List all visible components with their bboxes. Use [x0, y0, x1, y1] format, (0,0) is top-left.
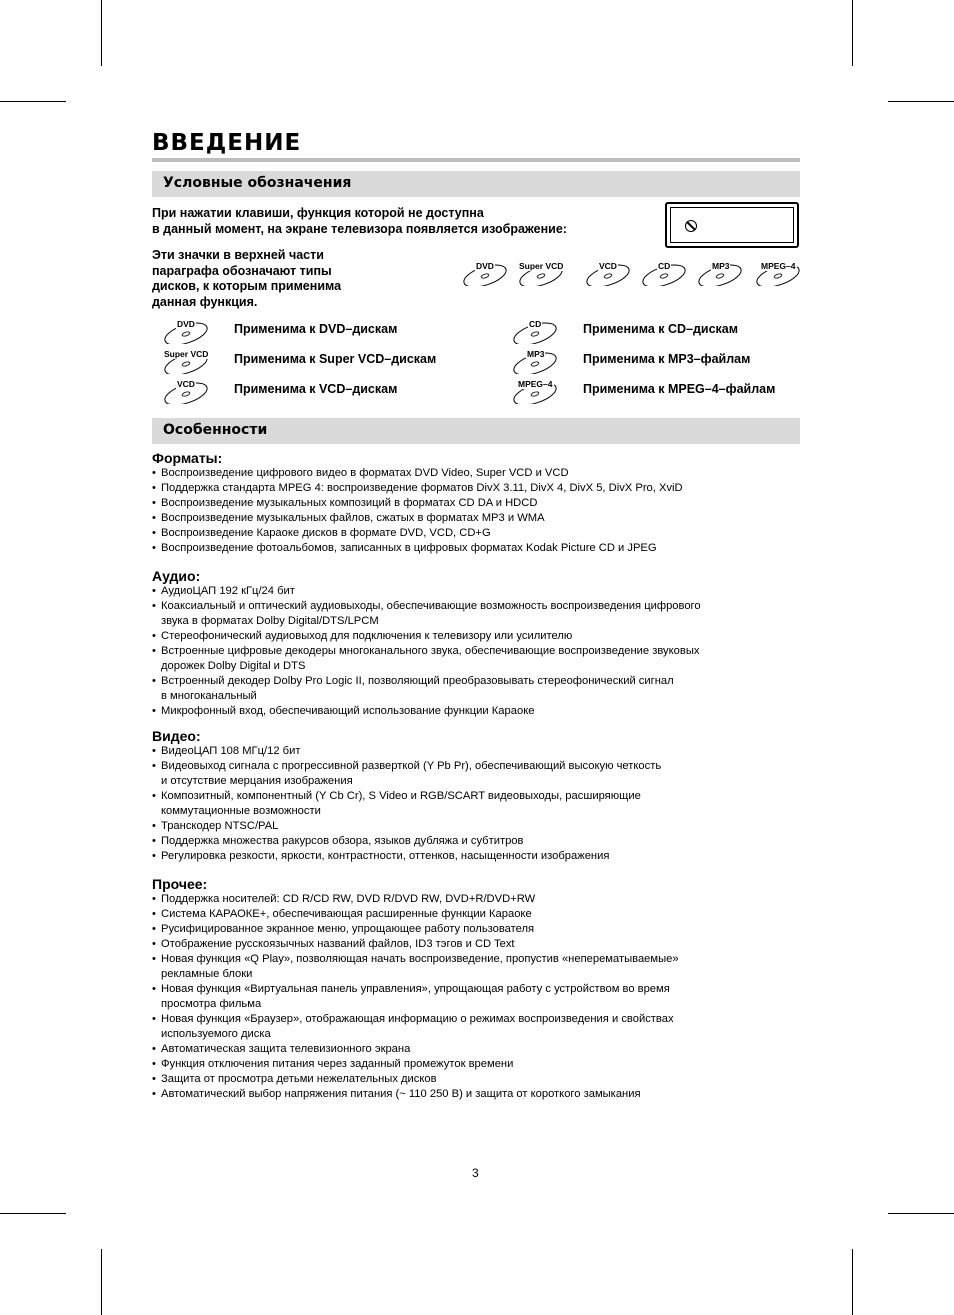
video-heading: Видео:	[152, 728, 201, 744]
bullet: •	[152, 585, 156, 597]
list-item	[152, 819, 792, 834]
legend-text: Применима к Super VCD–дискам	[234, 352, 437, 366]
bullet: •	[152, 467, 156, 479]
bullet: •	[152, 938, 156, 950]
disc-label: CD	[529, 319, 542, 329]
disc-icon	[585, 262, 631, 286]
list-item-text: Защита от просмотра детьми нежелательных дисков	[161, 1073, 437, 1085]
video-list	[152, 744, 792, 864]
disc-icon	[512, 350, 558, 374]
audio-heading: Аудио:	[152, 568, 201, 584]
list-item-text: Автоматическая защита телевизионного экрана	[161, 1043, 411, 1055]
disc-label: CD	[658, 261, 671, 271]
bullet: •	[152, 497, 156, 509]
list-item	[152, 1057, 792, 1072]
list-item	[152, 922, 792, 937]
list-item-text: Новая функция «Браузер», отображающая информацию о режимах воспроизведения и свойствах используемого диска	[161, 1013, 674, 1040]
page-title: ВВЕДЕНИЕ	[152, 130, 302, 156]
list-item-text: Воспроизведение фотоальбомов, записанных в цифровых форматах Kodak Picture CD и JPEG	[161, 542, 657, 554]
bullet: •	[152, 1013, 156, 1025]
title-rule	[152, 158, 800, 162]
list-item-text: Воспроизведение музыкальных композиций в форматах CD DA и HDCD	[161, 497, 538, 509]
list-item	[152, 744, 792, 759]
list-item	[152, 1087, 792, 1102]
list-item-text: АудиоЦАП 192 кГц/24 бит	[161, 585, 295, 597]
list-item	[152, 1042, 792, 1057]
list-item	[152, 952, 792, 982]
list-item	[152, 674, 792, 704]
crop-mark	[852, 1249, 853, 1315]
disc-icon	[518, 262, 564, 286]
bullet: •	[152, 705, 156, 717]
list-item-text: Автоматический выбор напряжения питания (~ 110 250 В) и защита от короткого замыкания	[161, 1088, 641, 1100]
list-item-text: Поддержка носителей: CD R/CD RW, DVD R/DVD RW, DVD+R/DVD+RW	[161, 893, 536, 905]
list-item	[152, 1072, 792, 1087]
list-item-text: Функция отключения питания через заданный промежуток времени	[161, 1058, 514, 1070]
tv-screen-inner	[670, 207, 794, 243]
list-item	[152, 644, 792, 674]
disc-label: DVD	[476, 261, 494, 271]
list-item-text: Система КАРАОКЕ+, обеспечивающая расширенные функции Караоке	[161, 908, 532, 920]
legend-text: Применима к VCD–дискам	[234, 382, 398, 396]
bullet: •	[152, 1073, 156, 1085]
list-item	[152, 759, 792, 789]
list-item-text: Встроенные цифровые декодеры многоканального звука, обеспечивающие воспроизведение звуковых дорожек Dolby Digital и DTS	[161, 645, 700, 672]
bullet: •	[152, 923, 156, 935]
other-list	[152, 892, 792, 1102]
list-item-text: Композитный, компонентный (Y Cb Cr), S Video и RGB/SCART видеовыходы, расширяющие коммутационные возможности	[161, 790, 641, 817]
bullet: •	[152, 675, 156, 687]
list-item	[152, 849, 792, 864]
crop-mark	[888, 101, 954, 102]
disc-label: Super VCD	[519, 261, 564, 271]
list-item	[152, 541, 792, 556]
list-item	[152, 496, 792, 511]
bullet: •	[152, 512, 156, 524]
list-item-text: Регулировка резкости, яркости, контрастности, оттенков, насыщенности изображения	[161, 850, 610, 862]
disc-icon	[697, 262, 743, 286]
crop-mark	[101, 0, 102, 66]
list-item	[152, 526, 792, 541]
unavailable-description: При нажатии клавиши, функция которой не доступна в данный момент, на экране телевизора появляется изображение:	[152, 206, 567, 236]
crop-mark	[888, 1213, 954, 1214]
list-item	[152, 584, 792, 599]
list-item-text: Воспроизведение Караоке дисков в формате DVD, VCD, CD+G	[161, 527, 491, 539]
disc-label: MP3	[712, 261, 730, 271]
list-item	[152, 599, 792, 629]
disc-icon	[641, 262, 687, 286]
disc-icon	[512, 380, 558, 404]
list-item-text: Русифицированное экранное меню, упрощающее работу пользователя	[161, 923, 535, 935]
legend-text: Применима к DVD–дискам	[234, 322, 398, 336]
list-item-text: Встроенный декодер Dolby Pro Logic II, позволяющий преобразовывать стереофонический сигнал в многоканальный	[161, 675, 674, 702]
list-item-text: Новая функция «Виртуальная панель управления», упрощающая работу с устройством во время просмотра фильма	[161, 983, 670, 1010]
list-item-text: Новая функция «Q Play», позволяющая начать воспроизведение, пропустив «неперематываемые» рекламные блоки	[161, 953, 679, 980]
list-item-text: ВидеоЦАП 108 МГц/12 бит	[161, 745, 301, 757]
bullet: •	[152, 542, 156, 554]
disc-icon	[163, 320, 209, 344]
bullet: •	[152, 850, 156, 862]
bullet: •	[152, 835, 156, 847]
list-item-text: Коаксиальный и оптический аудиовыходы, обеспечивающие возможность воспроизведения цифрового звука в форматах Dolby Digital/DTS/LPCM	[161, 600, 701, 627]
disc-label: Super VCD	[164, 349, 209, 359]
icons-description: Эти значки в верхней части параграфа обозначают типы дисков, к которым применима данная функция.	[152, 248, 342, 309]
list-item-text: Стереофонический аудиовыход для подключения к телевизору или усилителю	[161, 630, 573, 642]
list-item	[152, 629, 792, 644]
bullet: •	[152, 760, 156, 772]
bullet: •	[152, 630, 156, 642]
legend-text: Применима к CD–дискам	[583, 322, 739, 336]
bullet: •	[152, 983, 156, 995]
bullet: •	[152, 527, 156, 539]
bullet: •	[152, 820, 156, 832]
audio-list	[152, 584, 792, 719]
tv-screen-illustration	[665, 202, 799, 248]
bullet: •	[152, 790, 156, 802]
list-item	[152, 789, 792, 819]
bullet: •	[152, 953, 156, 965]
list-item	[152, 834, 792, 849]
formats-list	[152, 466, 792, 556]
disc-icon	[462, 262, 508, 286]
disc-label: VCD	[599, 261, 617, 271]
bullet: •	[152, 1043, 156, 1055]
bullet: •	[152, 645, 156, 657]
bullet: •	[152, 1058, 156, 1070]
list-item	[152, 481, 792, 496]
list-item	[152, 466, 792, 481]
bullet: •	[152, 908, 156, 920]
list-item	[152, 892, 792, 907]
list-item-text: Транскодер NTSC/PAL	[161, 820, 279, 832]
bullet: •	[152, 893, 156, 905]
list-item	[152, 982, 792, 1012]
list-item-text: Микрофонный вход, обеспечивающий использование функции Караоке	[161, 705, 535, 717]
crop-mark	[852, 0, 853, 66]
disc-icon	[755, 262, 801, 286]
legend-text: Применима к MP3–файлам	[583, 352, 751, 366]
other-heading: Прочее:	[152, 876, 208, 892]
disc-label: VCD	[177, 379, 195, 389]
list-item-text: Поддержка стандарта MPEG 4: воспроизведение форматов DivX 3.11, DivX 4, DivX 5, DivX Pro, XviD	[161, 482, 683, 494]
section-title: Условные обозначения	[163, 175, 352, 191]
disc-label: DVD	[177, 319, 195, 329]
disc-icon	[163, 350, 209, 374]
list-item-text: Поддержка множества ракурсов обзора, языков дубляжа и субтитров	[161, 835, 524, 847]
list-item-text: Воспроизведение цифрового видео в форматах DVD Video, Super VCD и VCD	[161, 467, 569, 479]
disc-label: MPEG–4	[518, 379, 553, 389]
list-item	[152, 704, 792, 719]
formats-heading: Форматы:	[152, 450, 223, 466]
bullet: •	[152, 745, 156, 757]
crop-mark	[101, 1249, 102, 1315]
bullet: •	[152, 482, 156, 494]
section-header-symbols	[152, 171, 800, 197]
bullet: •	[152, 1088, 156, 1100]
disc-label: MPEG–4	[761, 261, 796, 271]
crop-mark	[0, 1213, 66, 1214]
disc-label: MP3	[527, 349, 545, 359]
legend-text: Применима к MPEG–4–файлам	[583, 382, 776, 396]
section-title: Особенности	[163, 422, 268, 438]
disc-icon	[163, 380, 209, 404]
list-item	[152, 1012, 792, 1042]
prohibited-icon	[685, 220, 697, 232]
crop-mark	[0, 101, 66, 102]
list-item	[152, 511, 792, 526]
list-item-text: Воспроизведение музыкальных файлов, сжатых в форматах MP3 и WMA	[161, 512, 545, 524]
page-number: 3	[472, 1166, 479, 1180]
disc-icon	[512, 320, 558, 344]
list-item-text: Видеовыход сигнала с прогрессивной разверткой (Y Pb Pr), обеспечивающий высокую четкость и отсутствие мерцания изображения	[161, 760, 662, 787]
list-item	[152, 907, 792, 922]
list-item-text: Отображение русскоязычных названий файлов, ID3 тэгов и CD Text	[161, 938, 515, 950]
list-item	[152, 937, 792, 952]
section-header-features	[152, 418, 800, 444]
bullet: •	[152, 600, 156, 612]
